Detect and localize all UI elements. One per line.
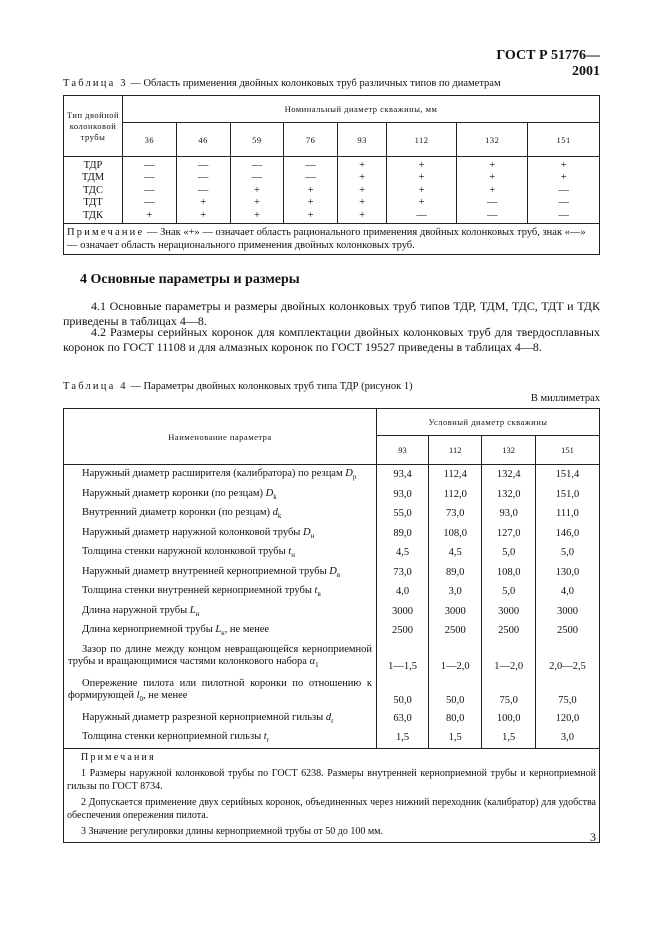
table3-diam: 112	[387, 123, 457, 157]
table4-body	[64, 465, 600, 749]
table3-cell: +	[253, 184, 260, 196]
table3-note-text: — Знак «+» — означает область рационального применения двойных колонковых труб, знак «—» — означает область нерационального применения двойных колонковых труб.	[67, 227, 586, 252]
table4-param-header: Наименование параметра	[64, 409, 377, 465]
table3-cell: +	[307, 184, 314, 196]
table4-value: 100,0	[482, 709, 535, 729]
table3-cell: +	[146, 209, 153, 221]
table3-cell: —	[416, 209, 427, 221]
table3-type: ТДМ	[81, 172, 105, 184]
table4-value: 2500	[535, 621, 599, 641]
table4-param-name: Наружный диаметр разрезной керноприемной гильзы $d_r$	[64, 709, 377, 729]
table3-cell: +	[560, 160, 567, 171]
table4-value: 2,0—2,5	[535, 641, 599, 675]
table4-value: 120,0	[535, 709, 599, 729]
table3-col	[528, 157, 600, 224]
table4-value: 75,0	[482, 675, 535, 709]
page-number: 3	[590, 830, 596, 844]
table4-param-name: Толщина стенки внутренней керноприемной трубы $t_в$	[64, 582, 377, 602]
table3-cell: +	[418, 160, 425, 171]
table4-param-name: Толщина стенки наружной колонковой трубы $t_н$	[64, 543, 377, 563]
table3-diam: 93	[338, 123, 387, 157]
standard-number: ГОСТ Р 51776—2001	[496, 48, 600, 79]
table4-value: 1—1,5	[377, 641, 429, 675]
table4-diam: 132	[482, 436, 535, 465]
table4-param-name: Зазор по длине между концом невращающейся керноприемной трубы и вращающимися частями колонкового набора $\alpha_1$	[64, 641, 377, 675]
table3-cell: +	[359, 160, 366, 171]
table4-param-name: Внутренний диаметр коронки (по резцам) $d_k$	[64, 504, 377, 524]
table4-value: 1,5	[429, 728, 482, 748]
table4-notes	[64, 748, 600, 842]
table3-cell: —	[197, 160, 209, 171]
table3-cell: —	[144, 172, 155, 184]
table4-diam-header: Условный диаметр скважины	[377, 409, 600, 436]
table3-type: ТДТ	[83, 197, 103, 209]
table4-value: 151,4	[535, 465, 599, 485]
table3-note	[64, 224, 600, 255]
table3-caption-label: Таблица 3	[63, 78, 128, 89]
table4-value: 75,0	[535, 675, 599, 709]
table3-cell: +	[560, 172, 567, 184]
table3-cell: +	[359, 184, 366, 196]
paragraph-4-2: 4.2 Размеры серийных коронок для комплектации двойных колонковых труб для твердосплавных коронок по ГОСТ 11108 и для алмазных коронок по ГОСТ 19527 приведены в таблицах 4—8.	[63, 325, 600, 354]
table3-cell: +	[253, 209, 260, 221]
table3-cell: +	[359, 209, 366, 221]
table4-param-name: Опережение пилота или пилотной коронки по отношению к формирующей $l_0$, не менее	[64, 675, 377, 709]
table4-value: 108,0	[482, 563, 535, 583]
table4-value: 93,0	[377, 485, 429, 505]
table4-value: 5,0	[482, 582, 535, 602]
table4-row	[64, 524, 600, 544]
section-title: 4 Основные параметры и размеры	[80, 272, 300, 287]
table4-value: 132,0	[482, 485, 535, 505]
table3-diam-header: Номинальный диаметр скважины, мм	[123, 96, 600, 123]
table4-value: 50,0	[377, 675, 429, 709]
table4-value: 4,0	[535, 582, 599, 602]
table4-value: 55,0	[377, 504, 429, 524]
table3-cell: +	[418, 197, 425, 209]
table3-type-column	[64, 157, 123, 224]
table4-value: 5,0	[482, 543, 535, 563]
table3-type: ТДР	[83, 160, 103, 171]
table3-col	[457, 157, 528, 224]
table4-value: 2500	[429, 621, 482, 641]
table4-note: 2 Допускается применение двух серийных коронок, объединенных через нижний переходник (калибратор) для удобства обеспечения опережения пилота.	[67, 797, 596, 821]
table3-col	[176, 157, 230, 224]
table3-col	[284, 157, 338, 224]
table3-caption-text: — Область применения двойных колонковых труб различных типов по диаметрам	[127, 78, 501, 89]
table4-value: 63,0	[377, 709, 429, 729]
table4-note: 1 Размеры наружной колонковой трубы по ГОСТ 6238. Размеры внутренней керноприемной трубы и керноприемной гильзы по ГОСТ 8734.	[67, 768, 596, 792]
table4-value: 2500	[482, 621, 535, 641]
table3-diam: 76	[284, 123, 338, 157]
table3-diam: 132	[457, 123, 528, 157]
table4-value: 89,0	[429, 563, 482, 583]
table3-col	[387, 157, 457, 224]
table4-value: 1,5	[377, 728, 429, 748]
table4-note: 3 Значение регулировки длины керноприемной трубы от 50 до 100 мм.	[81, 826, 383, 838]
table3-cell: +	[359, 197, 366, 209]
table4-value: 93,4	[377, 465, 429, 485]
table4-value: 1—2,0	[429, 641, 482, 675]
table4-value: 127,0	[482, 524, 535, 544]
table3-cell: —	[251, 160, 263, 171]
table3-cell: —	[558, 209, 569, 221]
table4-param-name: Толщина стенки керноприемной гильзы $t_r$	[64, 728, 377, 748]
table4-value: 3000	[377, 602, 429, 622]
table3-cell: +	[359, 172, 366, 184]
table4-value: 1,5	[482, 728, 535, 748]
table3-cell: +	[307, 197, 314, 209]
paragraph-4-1: 4.1 Основные параметры и размеры двойных колонковых труб типов ТДР, ТДМ, ТДС, ТДТ и ТДК приведены в таблицах 4—8.	[63, 299, 600, 328]
table4-value: 73,0	[377, 563, 429, 583]
table4-caption-text: — Параметры двойных колонковых труб типа ТДР (рисунок 1)	[127, 381, 413, 392]
table4-diam: 112	[429, 436, 482, 465]
table4-caption	[63, 381, 413, 392]
table4-value: 3,0	[429, 582, 482, 602]
table4-value: 5,0	[535, 543, 599, 563]
table3-cell: —	[197, 184, 209, 196]
table4-row	[64, 621, 600, 641]
table3-cell: —	[558, 184, 569, 196]
table4-value: 80,0	[429, 709, 482, 729]
table3-cell: —	[144, 184, 155, 196]
table4-param-name: Наружный диаметр внутренней керноприемной трубы $D_в$	[64, 563, 377, 583]
table3-type-header: Тип двойной колонковой трубы	[64, 96, 123, 157]
table4-value: 89,0	[377, 524, 429, 544]
table4-row	[64, 465, 600, 485]
table3-col	[123, 157, 177, 224]
table3-note-label: Примечание	[67, 227, 145, 239]
table3-col	[230, 157, 284, 224]
table4-value: 73,0	[429, 504, 482, 524]
table4-row	[64, 709, 600, 729]
table4-value: 151,0	[535, 485, 599, 505]
table4-param-name: Длина керноприемной трубы $L_к$, не менее	[64, 621, 377, 641]
table4-value: 132,4	[482, 465, 535, 485]
table4-row	[64, 485, 600, 505]
table3-diam: 36	[123, 123, 177, 157]
table4-value: 4,5	[377, 543, 429, 563]
table4-value: 112,4	[429, 465, 482, 485]
table3-diam: 59	[230, 123, 284, 157]
table4-diam: 93	[377, 436, 429, 465]
table4-caption-label: Таблица 4	[63, 381, 128, 392]
table4-value: 93,0	[482, 504, 535, 524]
table3-cell: —	[486, 209, 498, 221]
table3-cell: —	[144, 197, 155, 209]
table4-row	[64, 602, 600, 622]
table4-notes-label: Примечания	[81, 751, 156, 763]
table4-value: 108,0	[429, 524, 482, 544]
table3-caption	[63, 78, 501, 89]
table3	[63, 95, 600, 255]
table4-value: 3000	[429, 602, 482, 622]
table4-row	[64, 641, 600, 675]
table3-cell: +	[418, 184, 425, 196]
table3-cell: +	[253, 197, 260, 209]
table3-cell: —	[486, 197, 498, 209]
table3-cell: —	[144, 160, 155, 171]
table3-cell: +	[200, 209, 207, 221]
table3-diam: 151	[528, 123, 600, 157]
table4-row	[64, 675, 600, 709]
table3-type: ТДС	[83, 184, 103, 196]
table4-value: 1—2,0	[482, 641, 535, 675]
table3-cell: —	[197, 172, 209, 184]
table4	[63, 408, 600, 843]
table4-value: 146,0	[535, 524, 599, 544]
table4-row	[64, 543, 600, 563]
table4-value: 3,0	[535, 728, 599, 748]
table4-row	[64, 504, 600, 524]
table4-row	[64, 563, 600, 583]
table3-type: ТДК	[83, 209, 103, 221]
table3-cell: +	[489, 184, 496, 196]
table3-cell: —	[305, 160, 316, 171]
table4-value: 3000	[482, 602, 535, 622]
table3-cell: —	[558, 197, 569, 209]
table4-row	[64, 728, 600, 748]
table4-units: В миллиметрах	[530, 393, 600, 404]
table4-param-name: Наружный диаметр расширителя (калибратора) по резцам $D_p$	[64, 465, 377, 485]
table4-row	[64, 582, 600, 602]
table4-value: 50,0	[429, 675, 482, 709]
table4-diam: 151	[535, 436, 599, 465]
table4-param-name: Длина наружной трубы $L_н$	[64, 602, 377, 622]
table3-cell: +	[418, 172, 425, 184]
table3-diam: 46	[176, 123, 230, 157]
table4-param-name: Наружный диаметр коронки (по резцам) $D_k$	[64, 485, 377, 505]
table4-value: 112,0	[429, 485, 482, 505]
table4-value: 3000	[535, 602, 599, 622]
table4-value: 130,0	[535, 563, 599, 583]
table4-value: 4,0	[377, 582, 429, 602]
table3-cell: +	[307, 209, 314, 221]
table4-param-name: Наружный диаметр наружной колонковой трубы $D_н$	[64, 524, 377, 544]
table3-cell: —	[305, 172, 316, 184]
table4-value: 111,0	[535, 504, 599, 524]
table3-col	[338, 157, 387, 224]
table3-cell: +	[200, 197, 207, 209]
table4-value: 4,5	[429, 543, 482, 563]
table4-value: 2500	[377, 621, 429, 641]
table3-cell: +	[489, 172, 496, 184]
table3-cell: —	[251, 172, 263, 184]
table3-cell: +	[489, 160, 496, 171]
